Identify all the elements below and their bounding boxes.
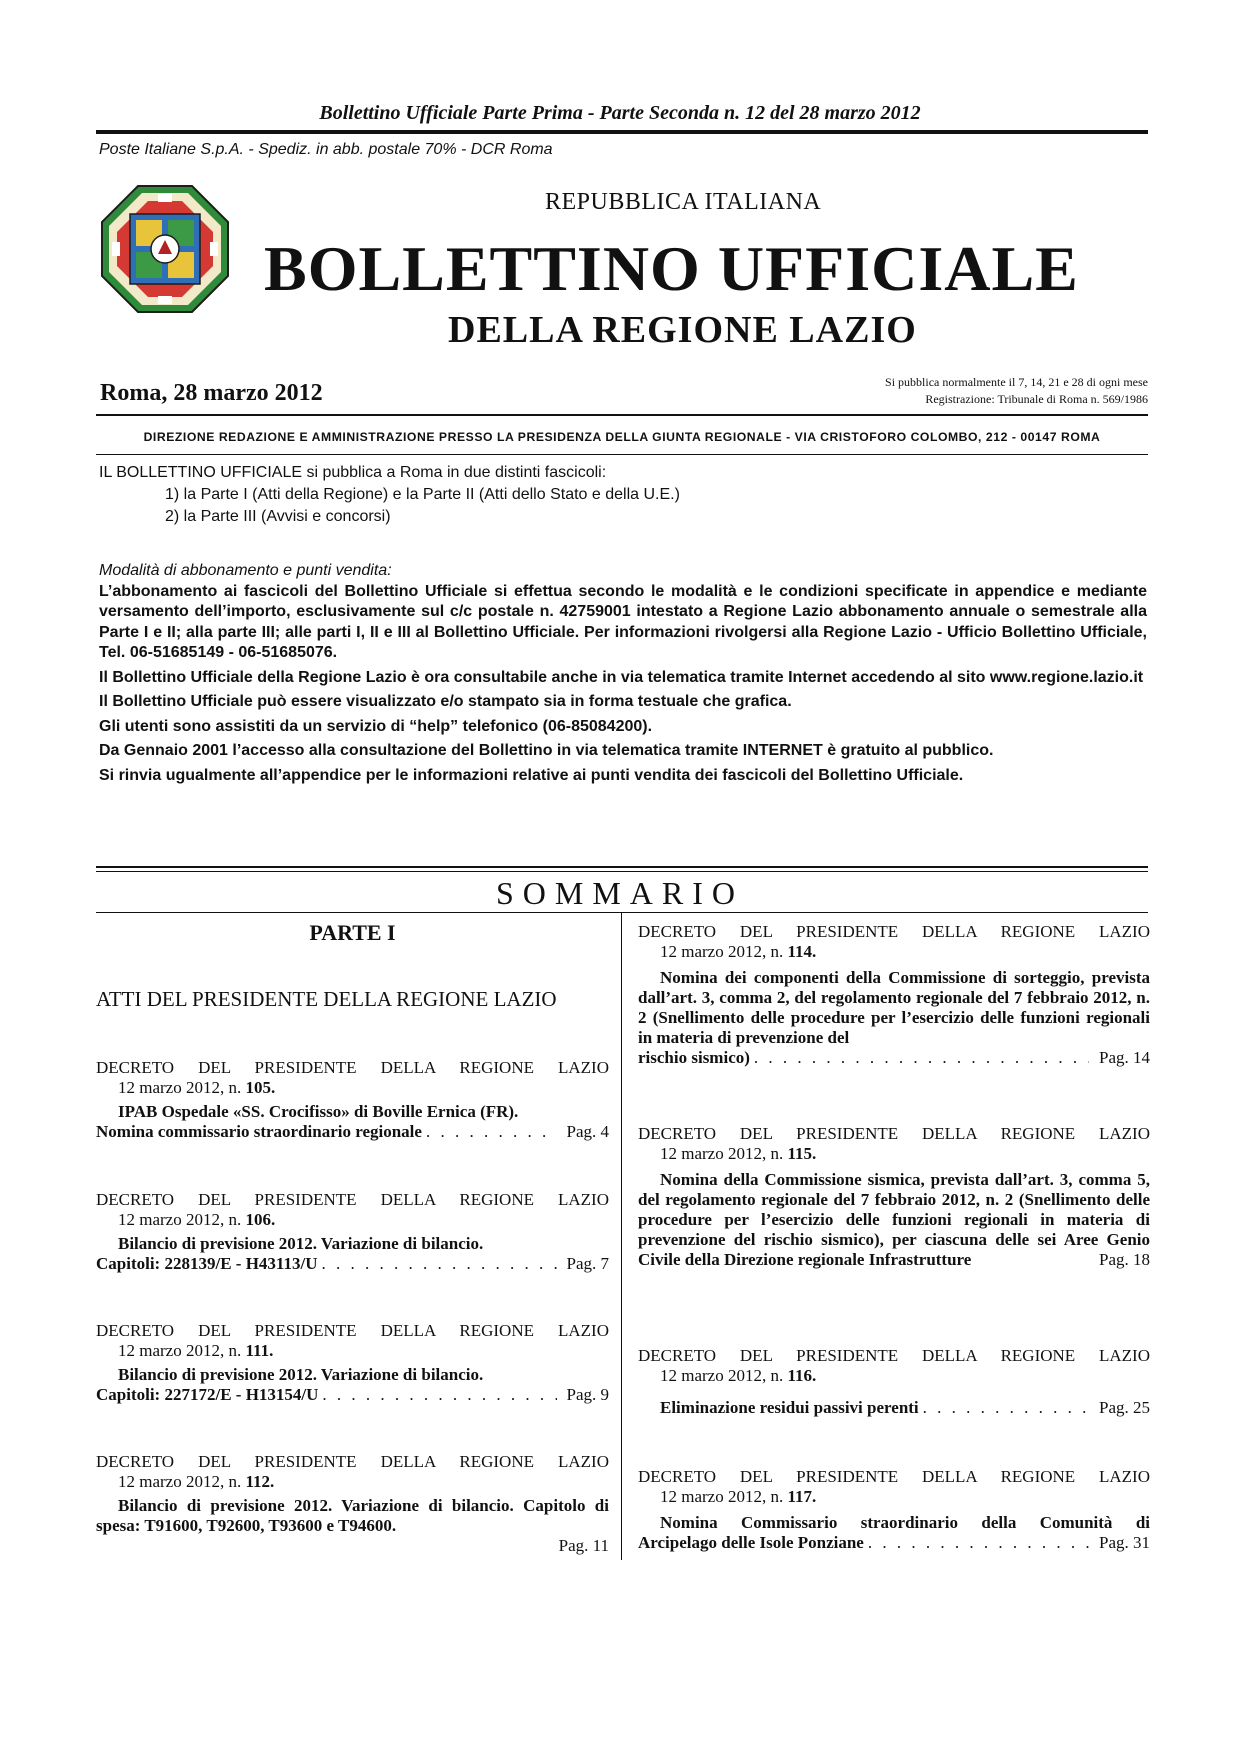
decreto-heading: DECRETO DEL PRESIDENTE DELLA REGIONE LAZIO bbox=[638, 1124, 1150, 1143]
decreto-date bbox=[638, 942, 1150, 962]
page-ref: Pag. 9 bbox=[566, 1385, 609, 1404]
page-ref: Pag. 31 bbox=[1099, 1533, 1150, 1552]
decreto-number: 117. bbox=[787, 1487, 817, 1506]
toc-entry[interactable] bbox=[638, 1467, 1150, 1553]
decreto-heading: DECRETO DEL PRESIDENTE DELLA REGIONE LAZIO bbox=[638, 922, 1150, 941]
decreto-date-text: 12 marzo 2012, n. bbox=[118, 1472, 242, 1491]
decreto-date-text: 12 marzo 2012, n. bbox=[118, 1341, 242, 1360]
page-ref: Pag. 11 bbox=[558, 1536, 609, 1555]
parte-heading bbox=[96, 920, 609, 945]
toc-entry[interactable] bbox=[638, 922, 1150, 1068]
fascicoli-intro: IL BOLLETTINO UFFICIALE si pubblica a Roma in due distinti fascicoli: bbox=[99, 464, 607, 481]
fascicoli-item-1: 1) la Parte I (Atti della Regione) e la Parte II (Atti dello Stato e della U.E.) bbox=[165, 486, 680, 503]
toc-entry[interactable] bbox=[96, 1190, 609, 1274]
decreto-title: Bilancio di previsione 2012. Variazione di bilancio. bbox=[118, 1234, 484, 1253]
poste-line: Poste Italiane S.p.A. - Spediz. in abb. postale 70% - DCR Roma bbox=[99, 141, 553, 158]
dot-leader bbox=[322, 1385, 556, 1405]
toc-leader bbox=[96, 1254, 609, 1274]
sommario-title: SOMMARIO bbox=[495, 875, 745, 911]
toc-entry[interactable] bbox=[638, 1124, 1150, 1270]
decreto-title: Bilancio di previsione 2012. Variazione di bilancio. Capitolo di spesa: T91600, T92600, T93600 e T94600. bbox=[96, 1496, 609, 1535]
rule bbox=[96, 912, 1148, 913]
decreto-title: IPAB Ospedale «SS. Crocifisso» di Boville Ernica (FR). bbox=[118, 1102, 519, 1121]
abbonamento-block bbox=[99, 561, 1147, 790]
section-heading bbox=[96, 989, 609, 1009]
decreto-date-text: 12 marzo 2012, n. bbox=[660, 942, 784, 961]
column-divider bbox=[621, 913, 622, 1560]
registration-note: Registrazione: Tribunale di Roma n. 569/1986 bbox=[925, 392, 1148, 406]
decreto-title: Nomina della Commissione sismica, prevista dall’art. 3, comma 5, del regolamento regionale del 7 febbraio 2012, n. 2 (Snellimento delle procedure per l’esercizio delle funzioni regionali in materia di prevenzione del rischio sismico), per ciascuna delle sei Aree Genio Civile della Direzione regionale Infrastrutture bbox=[638, 1170, 1150, 1269]
rule bbox=[96, 454, 1148, 455]
bulletin-title: BOLLETTINO UFFICIALE bbox=[264, 233, 1079, 304]
decreto-title: Bilancio di previsione 2012. Variazione di bilancio. bbox=[118, 1365, 484, 1384]
bulletin-subtitle: DELLA REGIONE LAZIO bbox=[448, 309, 917, 351]
regione-lazio-emblem-icon bbox=[100, 184, 230, 314]
issue-date: Roma, 28 marzo 2012 bbox=[100, 380, 323, 406]
decreto-date bbox=[96, 1472, 609, 1492]
dot-leader bbox=[923, 1398, 1089, 1418]
toc-leader bbox=[638, 1048, 1150, 1068]
decreto-heading: DECRETO DEL PRESIDENTE DELLA REGIONE LAZIO bbox=[96, 1321, 609, 1340]
page-ref: Pag. 18 bbox=[1099, 1250, 1150, 1269]
appendix-paragraph: Si rinvia ugualmente all’appendice per le informazioni relative ai punti vendita dei fascicoli del Bollettino Ufficiale. bbox=[99, 766, 964, 784]
format-paragraph: Il Bollettino Ufficiale può essere visualizzato e/o stampato sia in forma testuale che grafica. bbox=[99, 693, 792, 710]
repubblica-label: REPUBBLICA ITALIANA bbox=[545, 189, 822, 215]
toc-leader bbox=[638, 1398, 1150, 1418]
toc-entry[interactable] bbox=[638, 1346, 1150, 1418]
decreto-heading: DECRETO DEL PRESIDENTE DELLA REGIONE LAZIO bbox=[96, 1190, 609, 1209]
toc-leader bbox=[638, 1533, 1150, 1553]
dot-leader bbox=[321, 1254, 556, 1274]
abbonamento-paragraph: L’abbonamento ai fascicoli del Bollettino Ufficiale si effettua secondo le modalità e le condizioni specificate in appendice e mediante versamento dell’importo, esclusivamente sul c/c postale n. 42759001 intestato a Regione Lazio abbonamento annuale o semestrale alla Parte I e II; alla parte III; alle parti I, II e III al Bollettino Ufficiale. Per informazioni rivolgersi alla Regione Lazio - Ufficio Bollettino Ufficiale, Tel. 06-51685149 - 06-51685076. bbox=[99, 582, 1147, 661]
publication-frequency: Si pubblica normalmente il 7, 14, 21 e 28 di ogni mese bbox=[885, 375, 1148, 389]
decreto-date bbox=[638, 1366, 1150, 1386]
decreto-date bbox=[96, 1078, 609, 1098]
publication-note bbox=[885, 374, 1148, 408]
decreto-date-text: 12 marzo 2012, n. bbox=[660, 1144, 784, 1163]
decreto-number: 111. bbox=[245, 1341, 274, 1360]
decreto-date-text: 12 marzo 2012, n. bbox=[118, 1210, 242, 1229]
decreto-heading: DECRETO DEL PRESIDENTE DELLA REGIONE LAZIO bbox=[96, 1058, 609, 1077]
decreto-title: Nomina Commissario straordinario della Comunità di bbox=[660, 1513, 1150, 1532]
page-ref: Pag. 14 bbox=[1099, 1048, 1150, 1067]
decreto-title-end: Capitoli: 227172/E - H13154/U bbox=[96, 1385, 319, 1404]
decreto-number: 116. bbox=[787, 1366, 817, 1385]
decreto-date bbox=[638, 1487, 1150, 1507]
dot-leader bbox=[754, 1048, 1089, 1068]
toc-entry[interactable] bbox=[96, 1321, 609, 1405]
decreto-date-text: 12 marzo 2012, n. bbox=[660, 1366, 784, 1385]
internet-paragraph: Il Bollettino Ufficiale della Regione Lazio è ora consultabile anche in via telematica tramite Internet accedendo al sito www.regione.lazio.it bbox=[99, 668, 1144, 686]
direzione-line: DIREZIONE REDAZIONE E AMMINISTRAZIONE PRESSO LA PRESIDENZA DELLA GIUNTA REGIONALE - VIA CRISTOFORO COLOMBO, 212 - 00147 ROMA bbox=[143, 430, 1101, 444]
header-rule bbox=[96, 130, 1148, 134]
rule bbox=[96, 871, 1148, 872]
decreto-title-end: rischio sismico) bbox=[638, 1048, 750, 1067]
decreto-date-text: 12 marzo 2012, n. bbox=[660, 1487, 784, 1506]
section-title: ATTI DEL PRESIDENTE DELLA REGIONE LAZIO bbox=[96, 987, 557, 1011]
decreto-title: Nomina dei componenti della Commissione di sorteggio, prevista dall’art. 3, comma 2, del regolamento regionale del 7 febbraio 2012, n. 2 (Snellimento delle procedure per l’esercizio delle funzioni regionali in materia di prevenzione del bbox=[638, 968, 1150, 1047]
rule bbox=[96, 414, 1148, 416]
rule bbox=[96, 866, 1148, 868]
abbonamento-lead: Modalità di abbonamento e punti vendita: bbox=[99, 562, 392, 579]
fascicoli-block bbox=[99, 462, 680, 528]
access-paragraph: Da Gennaio 2001 l’accesso alla consultazione del Bollettino in via telematica tramite INTERNET è gratuito al pubblico. bbox=[99, 742, 994, 759]
toc-entry[interactable] bbox=[96, 1058, 609, 1142]
decreto-number: 112. bbox=[245, 1472, 275, 1491]
decreto-title-end: Capitoli: 228139/E - H43113/U bbox=[96, 1254, 318, 1273]
page-ref: Pag. 7 bbox=[566, 1254, 609, 1273]
fascicoli-item-2: 2) la Parte III (Avvisi e concorsi) bbox=[165, 508, 391, 525]
dot-leader bbox=[426, 1122, 557, 1142]
decreto-heading: DECRETO DEL PRESIDENTE DELLA REGIONE LAZIO bbox=[638, 1467, 1150, 1486]
toc-entry[interactable] bbox=[96, 1452, 609, 1556]
parte-title: PARTE I bbox=[309, 920, 396, 945]
page-ref: Pag. 4 bbox=[566, 1122, 609, 1141]
decreto-title-end: Arcipelago delle Isole Ponziane bbox=[638, 1533, 864, 1552]
dot-leader bbox=[868, 1533, 1089, 1553]
page-ref: Pag. 25 bbox=[1099, 1398, 1150, 1417]
decreto-date bbox=[96, 1210, 609, 1230]
help-paragraph: Gli utenti sono assistiti da un servizio di “help” telefonico (06-85084200). bbox=[99, 717, 653, 735]
decreto-date-text: 12 marzo 2012, n. bbox=[118, 1078, 242, 1097]
running-header: Bollettino Ufficiale Parte Prima - Parte Seconda n. 12 del 28 marzo 2012 bbox=[319, 102, 921, 124]
decreto-number: 114. bbox=[787, 942, 817, 961]
decreto-date bbox=[638, 1144, 1150, 1164]
toc-leader bbox=[96, 1385, 609, 1405]
decreto-title-end: Eliminazione residui passivi perenti bbox=[660, 1398, 919, 1417]
decreto-date bbox=[96, 1341, 609, 1361]
toc-leader bbox=[96, 1122, 609, 1142]
decreto-heading: DECRETO DEL PRESIDENTE DELLA REGIONE LAZIO bbox=[638, 1346, 1150, 1365]
decreto-number: 105. bbox=[245, 1078, 276, 1097]
decreto-title-end: Nomina commissario straordinario regionale bbox=[96, 1122, 422, 1141]
decreto-number: 106. bbox=[245, 1210, 276, 1229]
decreto-number: 115. bbox=[787, 1144, 817, 1163]
decreto-heading: DECRETO DEL PRESIDENTE DELLA REGIONE LAZIO bbox=[96, 1452, 609, 1471]
